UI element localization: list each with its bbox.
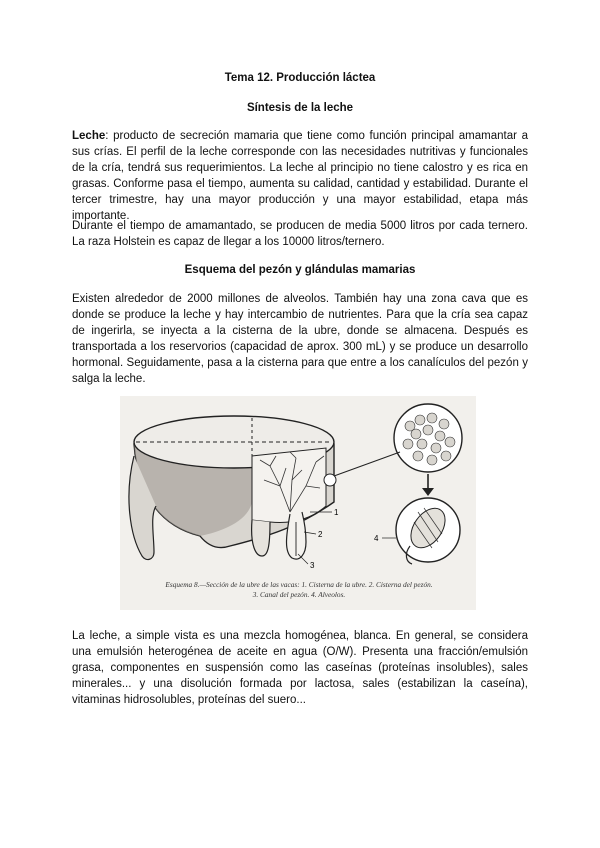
label-2: 2 bbox=[318, 530, 323, 539]
paragraph-leche bbox=[72, 128, 528, 224]
figure-caption bbox=[128, 580, 470, 600]
figure-caption-line1: Esquema 8.—Sección de la ubre de las vacas: 1. Cisterna de la ubre. 2. Cisterna del pezón. bbox=[165, 580, 433, 589]
label-4: 4 bbox=[374, 534, 379, 543]
document-title: Tema 12. Producción láctea bbox=[224, 72, 376, 84]
section-heading-sintesis: Síntesis de la leche bbox=[246, 102, 354, 114]
teat-front bbox=[252, 520, 270, 556]
udder-diagram-figure bbox=[120, 396, 476, 610]
udder-diagram bbox=[120, 396, 476, 610]
paragraph-alveolos: Existen alrededor de 2000 millones de alveolos. También hay una zona cava que es donde se produce la leche y hay intercambio de nutrientes. Para que la cría sea capaz de ingerirla, se inyecta a la cisterna de la ubre, donde se almacena. Después es transportada a los reservorios (capacidad de aprox. 300 mL) y se produce un desarrollo hormonal. Seguidamente, pasa a la cisterna para que entre a los canalículos del pezón y salga la leche. bbox=[72, 293, 528, 385]
paragraph-emulsion: La leche, a simple vista es una mezcla homogénea, blanca. En general, se considera una emulsión heterogénea de aceite en agua (O/W). Presenta una fracción/emulsión grasa, componentes en suspensión como las caseínas (proteínas insolubles), sales minerales... y una disolución formada por lactosa, sales (estabilizan la caseína), vitaminas hidrosolubles, proteínas del suero... bbox=[72, 630, 528, 706]
connector-line bbox=[334, 452, 400, 476]
label-3: 3 bbox=[310, 561, 315, 570]
label-leaders bbox=[298, 512, 396, 564]
section-heading-esquema: Esquema del pezón y glándulas mamarias bbox=[184, 264, 416, 276]
term-leche: Leche bbox=[72, 130, 106, 142]
paragraph-amamantado: Durante el tiempo de amamantado, se producen de media 5000 litros por cada ternero. La raza Holstein es capaz de llegar a los 10000 litros/ternero. bbox=[72, 220, 528, 248]
udder-inner-section bbox=[252, 448, 326, 522]
paragraph-leche-text: : producto de secreción mamaria que tiene como función principal amamantar a sus crías. El perfil de la leche corresponde con las necesidades nutritivas y funcionales de la cría, tendrá sus requerimientos. La leche al principio no tiene calostro y es rica en grasas. Conforme pasa el tiempo, aumenta su calidad, cantidad y estabilidad. Durante el tercer trimestre, hay una mayor producción y una mayor estabilidad, etapa más importante. bbox=[72, 130, 528, 222]
arrow-down-icon bbox=[422, 488, 434, 496]
label-1: 1 bbox=[334, 508, 339, 517]
figure-caption-line2: 3. Canal del pezón. 4. Alveolos. bbox=[252, 590, 346, 599]
